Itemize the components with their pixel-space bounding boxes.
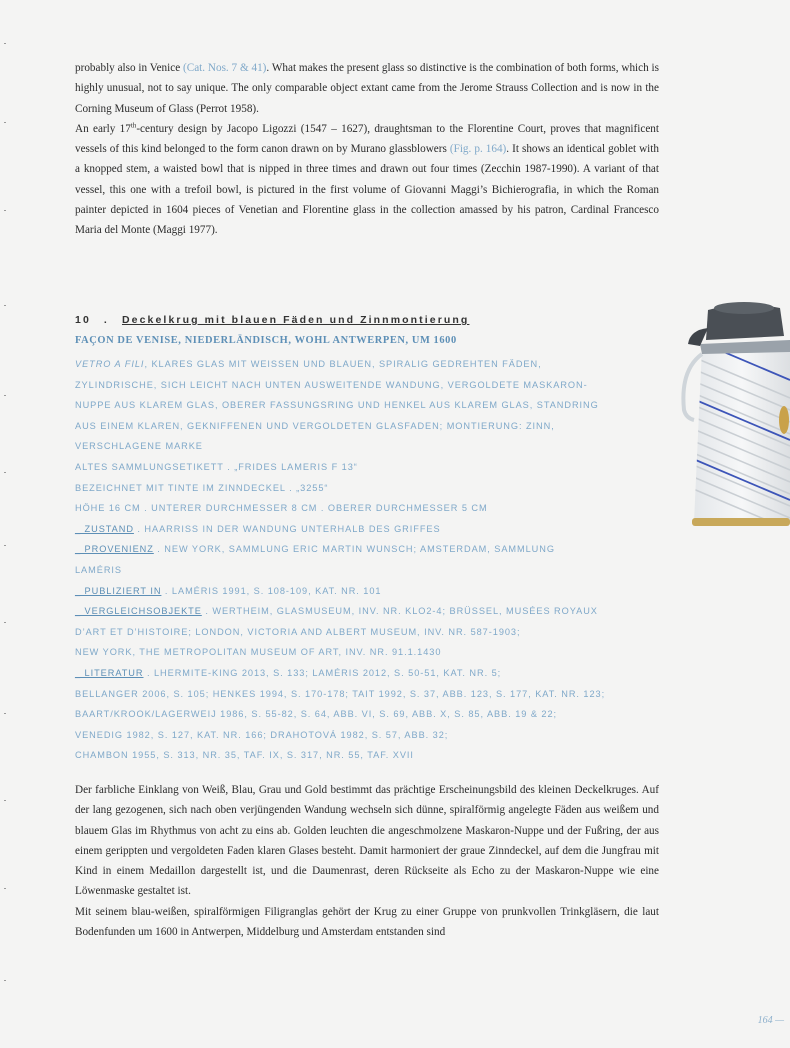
english-paragraph-1: probably also in Venice (Cat. Nos. 7 & 41). What makes the present glass so distinctive is the combination of both forms, which is highly unusual, not to say unique. The only comparable object extant came from the Jerome Strauss Collection and is now in the Corning Museum of Glass (Perrot 1958).	[75, 62, 659, 115]
description-line: ZYLINDRISCHE, SICH LEICHT NACH UNTEN AUSWEITENDE WANDUNG, VERGOLDETE MASKARON-	[75, 379, 588, 390]
technique-term: VETRO A FILI	[75, 359, 145, 369]
vergleich-label: _ VERGLEICHSOBJEKTE	[75, 606, 202, 617]
zustand-label: _ ZUSTAND	[75, 523, 134, 534]
cross-reference-link[interactable]: (Cat. Nos. 7 & 41)	[183, 62, 267, 74]
catalog-details: VETRO A FILI, KLARES GLAS MIT WEISSEN UND BLAUEN, SPIRALIG GEDREHTEN FÄDEN, ZYLINDRISCHE, SICH LEICHT NACH UNTEN AUSWEITENDE WANDUNG, VERGOLDETE MASKARON- NUPPE AUS KLAREM GLAS, OBERER FASSUNGSRING UND HENKEL AUS KLAREM GLAS, STANDRING AUS EINEM KLAREN, GEKNIFFENEN UND VERGOLDETEN GLASFADEN; MONTIERUNG: ZINN, VERSCHLAGENE MARKE ALTES SAMMLUNGSETIKETT . „FRIDES LAMERIS F 13“ BEZEICHNET MIT TINTE IM ZINNDECKEL . „3255“ HÖHE 16 CM . UNTERER DURCHMESSER 8 CM . OBERER DURCHMESSER 5 CM _ ZUSTAND . HAARRISS IN DER WANDUNG UNTERHALB DES GRIFFES _ PROVENIENZ . NEW YORK, SAMMLUNG ERIC MARTIN WUNSCH; AMSTERDAM, SAMMLUNG LAMÉRIS _ PUBLIZIERT IN . LAMÉRIS 1991, S. 108-109, KAT. NR. 101 _ VERGLEICHSOBJEKTE . WERTHEIM, GLASMUSEUM, INV. NR. KLO2-4; BRÜSSEL, MUSÉES ROYAUX D’ART ET D’HISTOIRE; LONDON, VICTORIA AND ALBERT MUSEUM, INV. NR. 587-1903; NEW YORK, THE METROPOLITAN MUSEUM OF ART, INV. NR. 91.1.1430 _ LITERATUR . LHERMITE-KING 2013, S. 133; LAMÉRIS 2012, S. 50-51, KAT. NR. 5; BELLANGER 2006, S. 105; HENKES 1994, S. 170-178; TAIT 1992, S. 37, ABB. 123, S. 177, KAT. NR. 123; BAART/KROOK/LAGERWEIJ 1986, S. 55-82, S. 64, ABB. VI, S. 69, ABB. X, S. 85, ABB. 19 & 22; VENEDIG 1982, S. 127, KAT. NR. 166; DRAHOTOVÁ 1982, S. 57, ABB. 32; CHAMBON 1955, S. 313, NR. 35, TAF. IX, S. 317, NR. 55, TAF. XVII	[75, 354, 659, 766]
inscription: BEZEICHNET MIT TINTE IM ZINNDECKEL . „3255“	[75, 482, 329, 493]
literature-line: BAART/KROOK/LAGERWEIJ 1986, S. 55-82, S. 64, ABB. VI, S. 69, ABB. X, S. 85, ABB. 19 & 22;	[75, 709, 558, 720]
literature-line: BELLANGER 2006, S. 105; HENKES 1994, S. 170-178; TAIT 1992, S. 37, ABB. 123, S. 177, KAT. NR. 123;	[75, 688, 606, 699]
entry-separator: .	[103, 314, 109, 326]
description-line: NUPPE AUS KLAREM GLAS, OBERER FASSUNGSRING UND HENKEL AUS KLAREM GLAS, STANDRING	[75, 400, 599, 411]
collection-label: ALTES SAMMLUNGSETIKETT . „FRIDES LAMERIS F 13“	[75, 461, 358, 472]
literature-line: CHAMBON 1955, S. 313, NR. 35, TAF. IX, S. 317, NR. 55, TAF. XVII	[75, 750, 414, 761]
page-number: 164 —	[757, 1015, 784, 1026]
literature-line: VENEDIG 1982, S. 127, KAT. NR. 166; DRAHOTOVÁ 1982, S. 57, ABB. 32;	[75, 729, 449, 740]
provenienz-label: _ PROVENIENZ	[75, 544, 154, 555]
lidded-jug-photo	[672, 300, 790, 535]
comparison-line: D’ART ET D’HISTOIRE; LONDON, VICTORIA AND ALBERT MUSEUM, INV. NR. 587-1903;	[75, 626, 521, 637]
english-paragraph-2: An early 17th-century design by Jacopo Ligozzi (1547 – 1627), draughtsman to the Florentine Court, proves that magnificent vessels of this kind belonged to the form canon drawn on by Murano glassblowers (Fig. p. 164). It shows an identical goblet with a knopped stem, a waisted bowl that is nipped in three times and drawn out four times (Zecchin 1987-1990). A variant of that vessel, this one with a trefoil bowl, is pictured in the first volume of Giovanni Maggi’s Bichierografia, in which the Roman painter depicted in 1604 pieces of Venetian and Florentine glass in the collection amassed by his patron, Cardinal Francesco Maria del Monte (Maggi 1977).	[75, 121, 659, 237]
description-line: VERSCHLAGENE MARKE	[75, 441, 203, 452]
dimensions: HÖHE 16 CM . UNTERER DURCHMESSER 8 CM . OBERER DURCHMESSER 5 CM	[75, 503, 488, 514]
catalog-entry-heading	[75, 314, 515, 326]
english-text	[75, 58, 659, 241]
german-paragraph-1: Der farbliche Einklang von Weiß, Blau, Grau und Gold bestimmt das prächtige Erscheinungsbild des kleinen Deckelkruges. Auf der lang gezogenen, sich nach oben verjüngenden Wandung wechseln sich dünne, spiralförmig angelegte Fäden aus weißem und blauem Glas im Rhythmus von acht zu eins ab. Golden leuchten die angeschmolzene Maskaron-Nuppe und der Fußring, der aus einem gerippten und vergoldeten Faden klaren Glases besteht. Damit harmoniert der graue Zinndeckel, auf dem die Jungfrau mit Kind in einem Medaillon dargestellt ist, und die Daumenrast, deren Rückseite als Echo zu der Maskaron-Nuppe wie eine Löwenmaske gestaltet ist.	[75, 784, 659, 898]
description-line: AUS EINEM KLAREN, GEKNIFFENEN UND VERGOLDETEN GLASFADEN; MONTIERUNG: ZINN,	[75, 420, 555, 431]
entry-number: 10	[75, 314, 91, 326]
german-paragraph-2: Mit seinem blau-weißen, spiralförmigen Filigranglas gehört der Krug zu einer Gruppe von prunkvollen Trinkgläsern, die laut Bodenfunden um 1600 in Antwerpen, Middelburg und Amsterdam entstanden sind	[75, 905, 659, 939]
comparison-line: NEW YORK, THE METROPOLITAN MUSEUM OF ART, INV. NR. 91.1.1430	[75, 647, 442, 658]
figure-reference-link[interactable]: (Fig. p. 164)	[449, 143, 507, 156]
entry-subtitle: FAÇON DE VENISE, NIEDERLÄNDISCH, WOHL ANTWERPEN, UM 1600	[75, 335, 457, 346]
literatur-label: _ LITERATUR	[75, 667, 144, 678]
entry-title: Deckelkrug mit blauen Fäden und Zinnmontierung	[121, 314, 470, 326]
german-text	[75, 780, 659, 942]
publiziert-label: _ PUBLIZIERT IN	[75, 585, 162, 596]
provenance-line: LAMÉRIS	[75, 564, 122, 575]
